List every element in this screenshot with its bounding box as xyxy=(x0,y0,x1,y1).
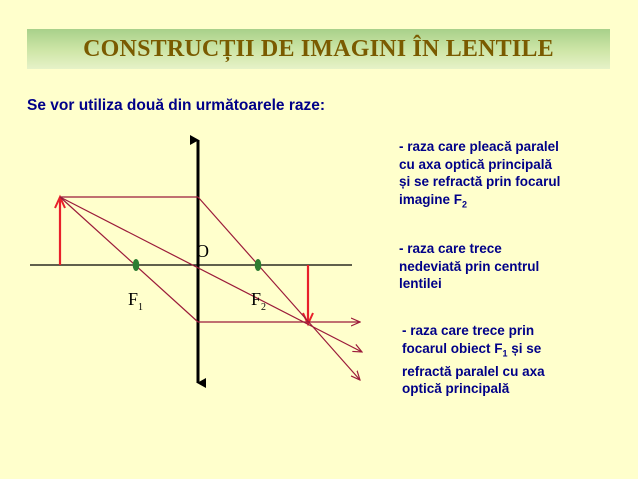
ray3-line-4: optică principală xyxy=(402,381,510,397)
ray2-line-2: nedeviată prin centrul xyxy=(399,258,540,274)
ray1-line-4: imagine $F_2$ xyxy=(399,191,468,210)
ray2-line-3: lentilei xyxy=(399,276,442,291)
focus1-label: $F_1$ xyxy=(128,289,144,313)
ray-description-2 xyxy=(399,240,539,293)
focus-point-f2 xyxy=(255,259,262,271)
ray1-line-2: cu axa optică principală xyxy=(399,156,553,172)
page-title: CONSTRUCȚII DE IMAGINI ÎN LENTILE xyxy=(83,35,554,62)
center-label: O xyxy=(196,241,209,261)
ray2-line-1: - raza care trece xyxy=(399,241,502,256)
ray3-line-1: - raza care trece prin xyxy=(402,323,535,338)
ray3-line-2: focarul obiect $F_1$ și se xyxy=(402,340,542,359)
intro-text: Se vor utiliza două din următoarele raze: xyxy=(27,97,326,114)
ray1-line-3: și se refractă prin focarul xyxy=(399,174,561,189)
ray-description-1 xyxy=(399,138,560,214)
ray-description-3 xyxy=(402,322,545,398)
focus-point-f1 xyxy=(133,259,140,271)
ray-parallel-refracted xyxy=(198,197,360,380)
focus2-label: $F_2$ xyxy=(251,289,267,313)
ray3-line-3: refractă paralel cu axa xyxy=(402,363,545,379)
ray1-line-1: - raza care pleacă paralel xyxy=(399,139,559,154)
ray-center xyxy=(60,197,362,352)
